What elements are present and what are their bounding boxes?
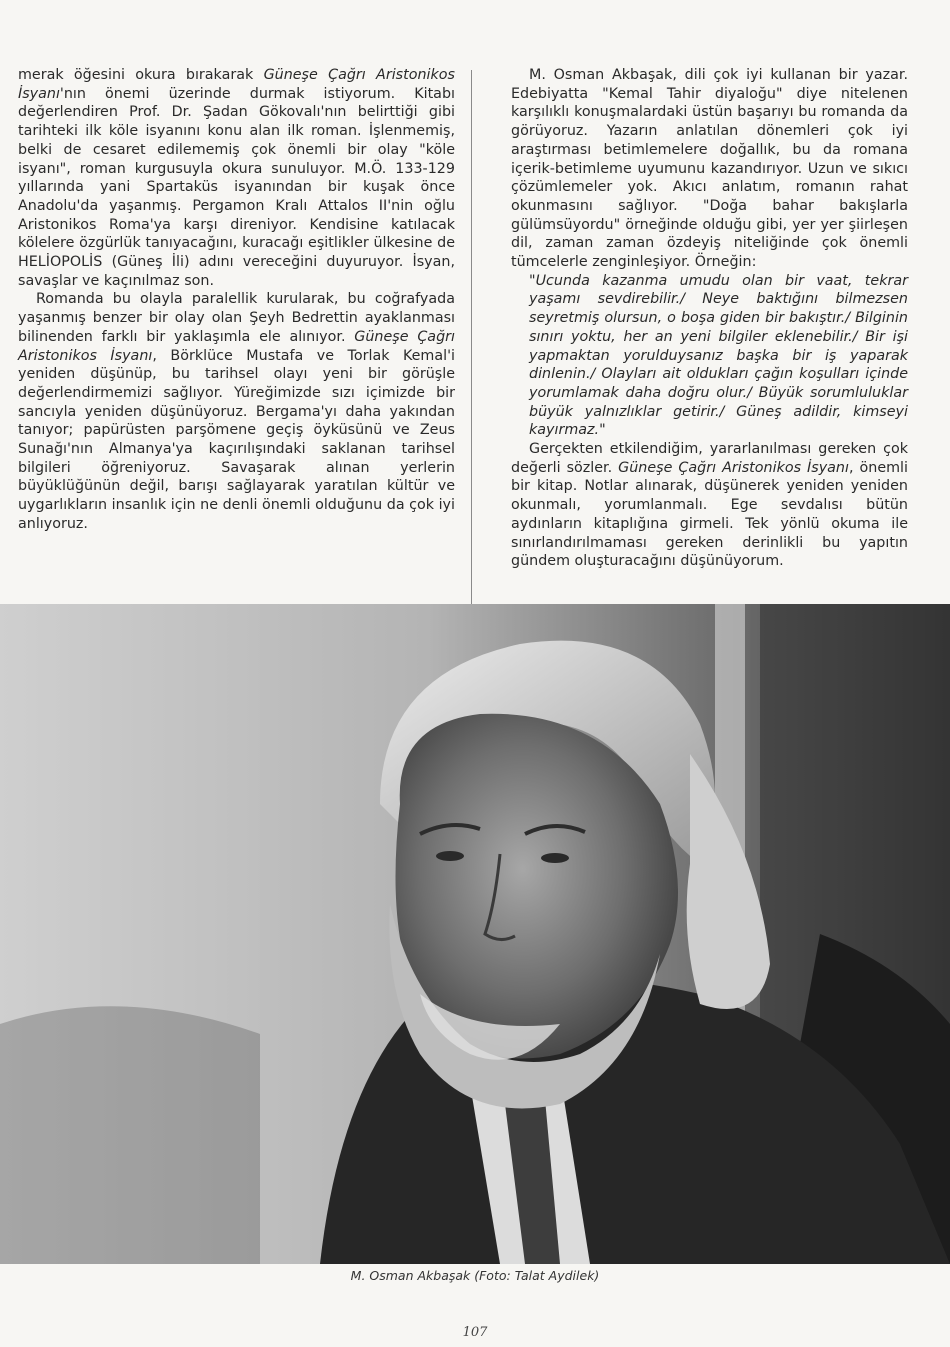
book-title-italic: Güneşe Çağrı Aristonikos İsyanı <box>618 459 849 476</box>
text-run: Gerçekten etkilendiğim, yararlanılması gereken çok değerli sözler. <box>511 441 908 476</box>
page-number: 107 <box>462 1325 488 1340</box>
book-title-italic: Güneşe Çağrı Aristonikos İsyanı <box>18 67 455 102</box>
left-paragraph-1 <box>18 66 455 290</box>
right-paragraph-3 <box>511 440 908 571</box>
text-run: , önemli bir kitap. Notlar alınarak, düşünerek yeniden yeniden okunmalı, yorumlanmalı. Ege sevdalısı bütün aydınların kitaplığına girmeli. Tek yönlü okuma ile sınırlandırılmaması gereken derinlikli bu yapıtın gündem oluşturacağını düşünüyorum. <box>511 459 908 570</box>
author-photo <box>0 604 950 1264</box>
photo-caption: M. Osman Akbaşak (Foto: Talat Aydilek) <box>350 1268 600 1283</box>
text-run: M. Osman Akbaşak, dili çok iyi kullanan bir yazar. Edebiyatta "Kemal Tahir diyaloğu" diye nitelenen karşılıklı konuşmalardaki üstün başarıyı bu romanda da görüyoruz. Yazarın anlatılan dönemleri çok iyi araştırması betimlemelere doğallık, bu da romana içerik-betimleme uyumunu kazandırıyor. Uzun ve sıkıcı çözümlemeler yok. Akıcı anlatım, romanın rahat okunmasını sağlıyor. "Doğa bahar bakışlarla gülümsüyordu" örneğinde olduğu gibi, yer yer şiirleşen dil, zaman zaman özdeyiş niteliğinde çok önemli tümcelerle zenginleşiyor. Örneğin: <box>511 67 908 271</box>
column-divider <box>471 70 472 610</box>
text-run: , Börklüce Mustafa ve Torlak Kemal'i yeniden düşünüp, bu tarihsel olayı yeni bir görüşle değerlendirmemizi sağlıyor. Yüreğimizde sızı içimizde bir sancıyla yeniden düşünüyoruz. Bergama'yı daha yakından tanıyor; papürüsten parşömene geçiş öyküsünü ve Zeus Sunağı'nın Almanya'ya kaçırılışındaki saklanan tarihsel bilgileri öğreniyoruz. Savaşarak alınan yerlerin büyüklüğünün değil, barışı sağlayarak yaratılan kültür ve uygarlıkların insanlık için ne denli önemli olduğunu da çok iyi anlıyoruz. <box>18 347 455 532</box>
left-paragraph-2 <box>18 290 455 533</box>
right-column <box>511 66 908 571</box>
quotation-block: "Ucunda kazanma umudu olan bir vaat, tekrar yaşamı sevdirebilir./ Neye baktığını bilmezsen seyretmiş olursun, o boşa giden bir bakıştır./ Bilginin sınırı yoktu, her an yeni bilgiler eklenebilir./ Bir işi yapmaktan yorulduysanız başka bir iş yaparak dinlenin./ Olayları ait oldukları çağın koşulları içinde yorumlamak daha doğru olur./ Büyük sorumluluklar büyük yalnızlıklar getirir./ Güneş adildir, kimseyi kayırmaz." <box>529 272 908 439</box>
right-paragraph-1 <box>511 66 908 272</box>
portrait-illustration <box>0 604 950 1264</box>
text-run: 'nın önemi üzerinde durmak istiyorum. Kitabı değerlendiren Prof. Dr. Şadan Gökovalı'nın belirttiği gibi tarihteki ilk köle isyanını konu alan ilk roman. İşlenmemiş, belki de cesaret edilememiş çok önemli bir olay "köle isyanı", roman kurgusuyla okura sunuluyor. M.Ö. 133-129 yıllarında yani Spartaküs isyanından bir kuşak önce Anadolu'da yaşanmış. Pergamon Kralı Attalos II'nin oğlu Aristonikos Roma'ya karşı direniyor. Kendisine katılacak kölelere özgürlük tanıyacağını, kuracağı eşitlikler ülkesine de HELİOPOLİS (Güneş İli) adını vereceğini duyuruyor. İsyan, savaşlar ve kaçınılmaz son. <box>18 85 455 289</box>
left-column <box>18 66 455 534</box>
text-run: Romanda bu olayla paralellik kurularak, bu coğrafyada yaşanmış benzer bir olay olan Şeyh Bedrettin ayaklanması bilinenden farklı bir yaklaşımla ele alınıyor. <box>18 291 455 345</box>
text-run: merak öğesini okura bırakarak <box>18 67 264 83</box>
book-title-italic: Güneşe Çağrı Aristonikos İsyanı <box>18 328 455 364</box>
